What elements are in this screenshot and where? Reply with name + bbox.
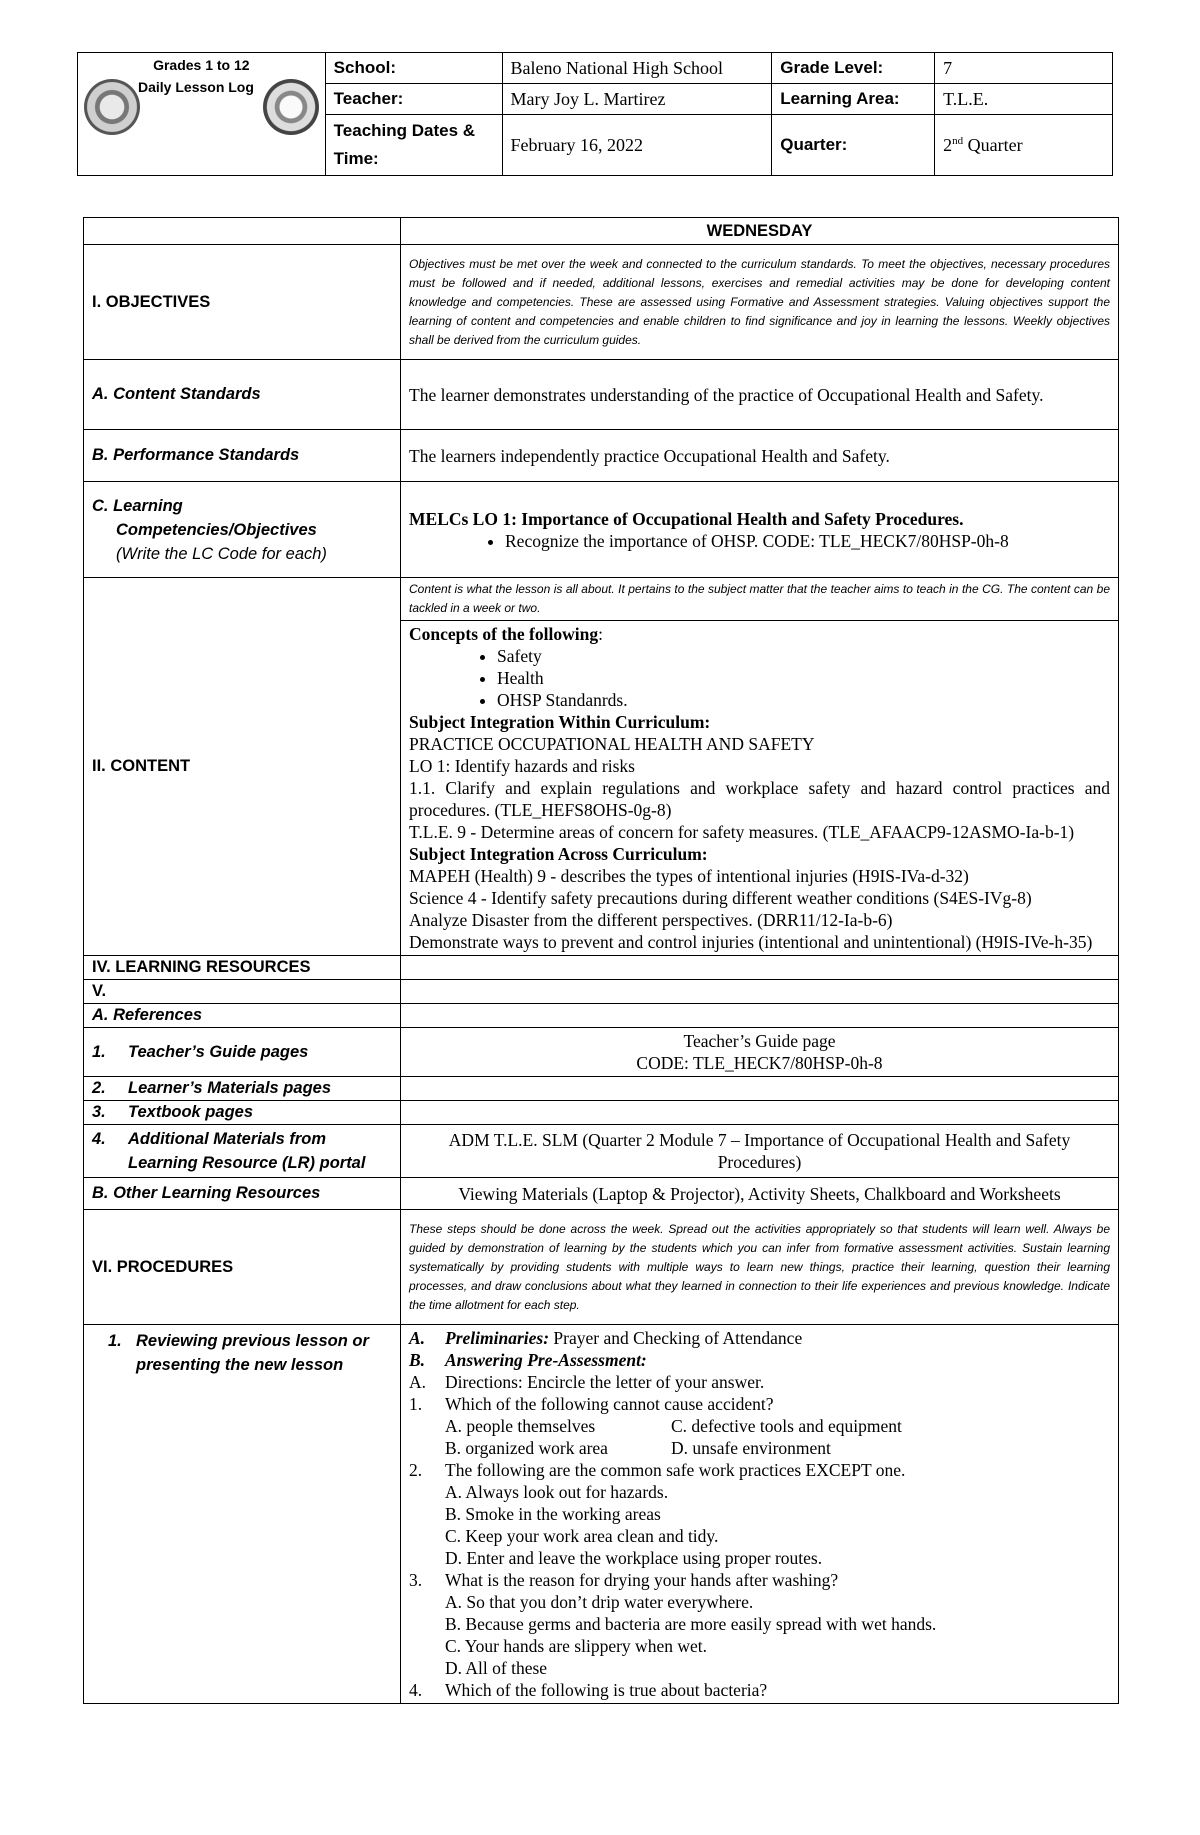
quarter-label: Quarter: bbox=[772, 115, 935, 176]
within-line: PRACTICE OCCUPATIONAL HEALTH AND SAFETY bbox=[409, 734, 815, 754]
tg-line-2: CODE: TLE_HECK7/80HSP-0h-8 bbox=[636, 1053, 883, 1073]
a-num: A. bbox=[409, 1328, 426, 1348]
school-label: School: bbox=[325, 53, 502, 84]
q2-choice: A. Always look out for hazards. bbox=[445, 1482, 669, 1502]
teacher-label: Teacher: bbox=[325, 84, 502, 115]
q1-choice: B. organized work area bbox=[445, 1438, 608, 1458]
tb-num: 3. bbox=[92, 1103, 106, 1121]
resources-label: IV. LEARNING RESOURCES bbox=[84, 956, 401, 980]
content-standards-value: The learner demonstrates understanding of the practice of Occupational Health and Safety. bbox=[401, 360, 1119, 430]
across-line: Demonstrate ways to prevent and control injuries (intentional and unintentional) (H9IS-IVe-h-35) bbox=[409, 932, 1093, 952]
quarter-number: 2 bbox=[943, 134, 953, 155]
across-line: Science 4 - Identify safety precautions during different weather conditions (S4ES-IVg-8) bbox=[409, 888, 1032, 908]
q4-text: Which of the following is true about bacteria? bbox=[445, 1680, 768, 1700]
within-line: T.L.E. 9 - Determine areas of concern for safety measures. (TLE_AFAACP9-12ASMO-Ia-b-1) bbox=[409, 822, 1075, 842]
logo-cell bbox=[78, 53, 326, 176]
school-value: Baleno National High School bbox=[502, 53, 772, 84]
area-label: Learning Area: bbox=[772, 84, 935, 115]
q1-choice: C. defective tools and equipment bbox=[671, 1416, 902, 1436]
am-num: 4. bbox=[92, 1130, 106, 1148]
dir-num: A. bbox=[409, 1372, 427, 1392]
grade-label: Grade Level: bbox=[772, 53, 935, 84]
grades-title: Grades 1 to 12 bbox=[153, 57, 250, 73]
dates-label: Teaching Dates & Time: bbox=[325, 115, 502, 176]
procedures-label: VI. PROCEDURES bbox=[84, 1210, 401, 1325]
q2-choice: C. Keep your work area clean and tidy. bbox=[445, 1526, 719, 1546]
lm-value bbox=[401, 1077, 1119, 1101]
q3-choice: A. So that you don’t drip water everywhere. bbox=[445, 1592, 754, 1612]
lc-title: MELCs LO 1: Importance of Occupational Health and Safety Procedures. bbox=[409, 508, 964, 529]
across-title: Subject Integration Across Curriculum: bbox=[409, 844, 708, 864]
a-title: Preliminaries: bbox=[445, 1328, 550, 1348]
school-seal-icon bbox=[263, 79, 319, 135]
lc-label-2: Competencies/Objectives bbox=[116, 520, 317, 539]
competencies-value bbox=[401, 482, 1119, 578]
am-label bbox=[84, 1125, 401, 1178]
competencies-label bbox=[84, 482, 401, 578]
within-title: Subject Integration Within Curriculum: bbox=[409, 712, 711, 732]
content-label: II. CONTENT bbox=[84, 578, 401, 956]
performance-standards-value: The learners independently practice Occupational Health and Safety. bbox=[401, 430, 1119, 482]
tg-num: 1. bbox=[92, 1042, 106, 1061]
header-table bbox=[77, 52, 1113, 176]
tg-value bbox=[401, 1028, 1119, 1077]
q4-num: 4. bbox=[409, 1680, 423, 1700]
am-value: ADM T.L.E. SLM (Quarter 2 Module 7 – Importance of Occupational Health and Safety Procedures) bbox=[401, 1125, 1119, 1178]
q1-choice: D. unsafe environment bbox=[671, 1438, 831, 1458]
tb-text: Textbook pages bbox=[128, 1103, 253, 1121]
objectives-note: Objectives must be met over the week and connected to the curriculum standards. To meet the objectives, necessary procedures must be followed and if needed, additional lessons, exercises and remedial activities may be done for developing content knowledge and competencies. These are assessed using Formative and Assessment strategies. Valuing objectives support the learning of content and competencies and enable children to find significance and joy in learning the lessons. Weekly objectives shall be derived from the curriculum guides. bbox=[401, 245, 1119, 360]
lc-label-1: C. Learning bbox=[92, 496, 183, 515]
b-title: Answering Pre-Assessment: bbox=[445, 1350, 647, 1370]
q3-num: 3. bbox=[409, 1570, 423, 1590]
q1-text: Which of the following cannot cause accident? bbox=[445, 1394, 774, 1414]
concept-item: • OHSP Standanrds. bbox=[497, 689, 1110, 711]
grade-value: 7 bbox=[935, 53, 1113, 84]
day-header: WEDNESDAY bbox=[401, 218, 1119, 245]
procedures-note: These steps should be done across the week. Spread out the activities appropriately so that students will learn well. Always be guided by demonstration of learning by the students which you can infer from formative assessment activities. Sustain learning systematically by providing students with multiple ways to learn new things, practice their learning, question their learning processes, and draw conclusions about what they learned in connection to their life experiences and previous knowledge. Indicate the time allotment for each step. bbox=[401, 1210, 1119, 1325]
within-line: LO 1: Identify hazards and risks bbox=[409, 756, 635, 776]
a-text: Prayer and Checking of Attendance bbox=[549, 1328, 803, 1348]
step1-label bbox=[84, 1325, 401, 1704]
q1-choice: A. people themselves bbox=[445, 1416, 596, 1436]
q2-choice: B. Smoke in the working areas bbox=[445, 1504, 661, 1524]
references-value bbox=[401, 1004, 1119, 1028]
content-standards-label: A. Content Standards bbox=[84, 360, 401, 430]
q3-text: What is the reason for drying your hands after washing? bbox=[445, 1570, 839, 1590]
resources-value bbox=[401, 956, 1119, 980]
tg-line-1: Teacher’s Guide page bbox=[683, 1031, 836, 1051]
q3-choice: D. All of these bbox=[445, 1658, 548, 1678]
v-label: V. bbox=[84, 980, 401, 1004]
v-value bbox=[401, 980, 1119, 1004]
content-body bbox=[401, 621, 1119, 956]
dir-text: Directions: Encircle the letter of your answer. bbox=[445, 1372, 765, 1392]
blank-corner bbox=[84, 218, 401, 245]
lc-item: • Recognize the importance of OHSP. CODE: TLE_HECK7/80HSP-0h-8 bbox=[505, 530, 1110, 552]
q2-num: 2. bbox=[409, 1460, 423, 1480]
q2-text: The following are the common safe work practices EXCEPT one. bbox=[445, 1460, 906, 1480]
performance-standards-label: B. Performance Standards bbox=[84, 430, 401, 482]
area-value: T.L.E. bbox=[935, 84, 1113, 115]
quarter-word: Quarter bbox=[963, 134, 1023, 155]
tg-text: Teacher’s Guide pages bbox=[128, 1042, 309, 1061]
within-line: 1.1. Clarify and explain regulations and workplace safety and hazard control practices and procedures. (TLE_HEFS8OHS-0g-8) bbox=[409, 778, 1110, 820]
b-num: B. bbox=[409, 1350, 426, 1370]
step1-text: Reviewing previous lesson or presenting the new lesson bbox=[136, 1332, 369, 1374]
q3-choice: C. Your hands are slippery when wet. bbox=[445, 1636, 707, 1656]
lm-label bbox=[84, 1077, 401, 1101]
concepts-colon: : bbox=[598, 624, 603, 644]
deped-seal-icon bbox=[84, 79, 140, 135]
lesson-table bbox=[83, 217, 1119, 1704]
objectives-label: I. OBJECTIVES bbox=[84, 245, 401, 360]
lm-num: 2. bbox=[92, 1079, 106, 1097]
am-text: Additional Materials from Learning Resource (LR) portal bbox=[128, 1130, 366, 1172]
teacher-value: Mary Joy L. Martirez bbox=[502, 84, 772, 115]
quarter-suffix: nd bbox=[952, 134, 964, 147]
tb-value bbox=[401, 1101, 1119, 1125]
concept-item: • Safety bbox=[497, 645, 1110, 667]
references-label: A. References bbox=[84, 1004, 401, 1028]
lc-label-3: (Write the LC Code for each) bbox=[116, 544, 327, 563]
step1-body bbox=[401, 1325, 1119, 1704]
step1-num: 1. bbox=[108, 1332, 122, 1350]
q2-choice: D. Enter and leave the workplace using proper routes. bbox=[445, 1548, 823, 1568]
content-note: Content is what the lesson is all about. It pertains to the subject matter that the teacher aims to teach in the CG. The content can be tackled in a week or two. bbox=[401, 578, 1119, 621]
q3-choice: B. Because germs and bacteria are more easily spread with wet hands. bbox=[445, 1614, 937, 1634]
quarter-value bbox=[935, 115, 1113, 176]
dll-title: Daily Lesson Log bbox=[138, 79, 254, 95]
concepts-title: Concepts of the following bbox=[409, 624, 599, 644]
other-resources-value: Viewing Materials (Laptop & Projector), Activity Sheets, Chalkboard and Worksheets bbox=[401, 1178, 1119, 1210]
other-resources-label: B. Other Learning Resources bbox=[84, 1178, 401, 1210]
dates-value: February 16, 2022 bbox=[502, 115, 772, 176]
concept-item: • Health bbox=[497, 667, 1110, 689]
across-line: Analyze Disaster from the different perspectives. (DRR11/12-Ia-b-6) bbox=[409, 910, 893, 930]
tg-label bbox=[84, 1028, 401, 1077]
lm-text: Learner’s Materials pages bbox=[128, 1079, 331, 1097]
q1-num: 1. bbox=[409, 1394, 423, 1414]
tb-label bbox=[84, 1101, 401, 1125]
across-line: MAPEH (Health) 9 - describes the types of intentional injuries (H9IS-IVa-d-32) bbox=[409, 866, 969, 886]
